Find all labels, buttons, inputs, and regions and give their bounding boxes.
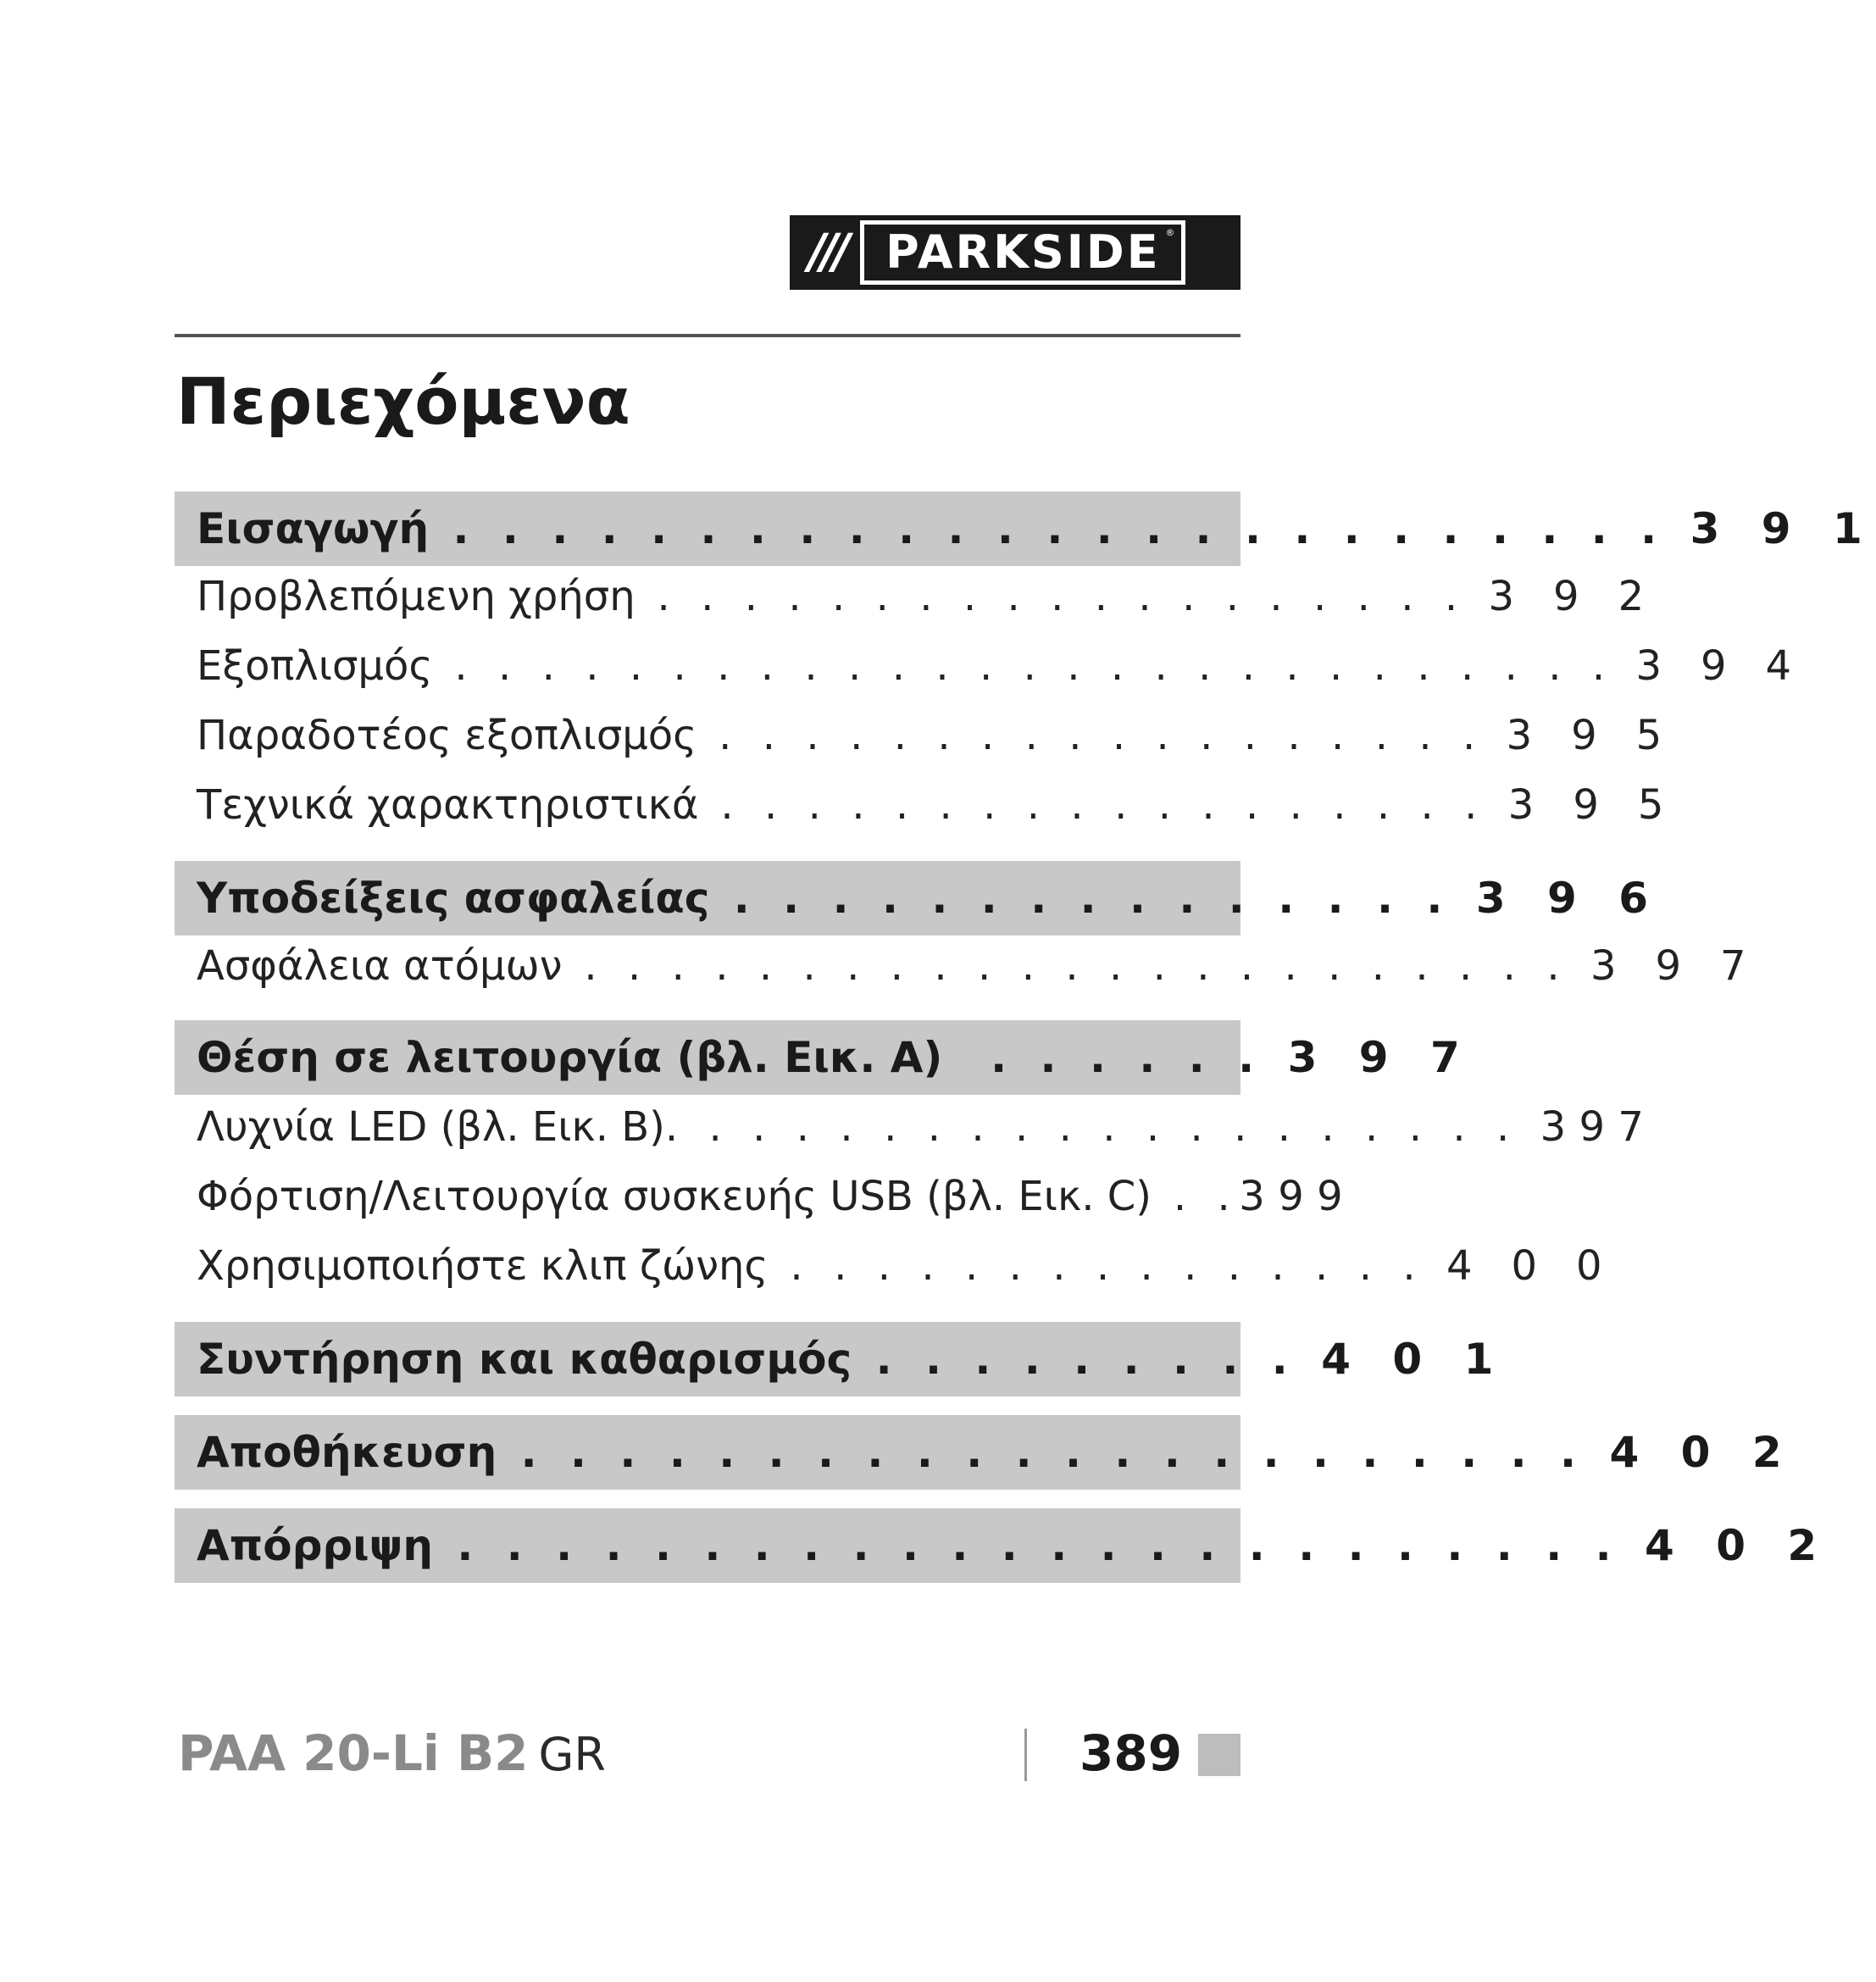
toc-section-storage[interactable] bbox=[175, 1415, 1796, 1490]
toc-leader-dots: . . bbox=[1152, 1173, 1240, 1220]
toc-section-commissioning[interactable] bbox=[175, 1020, 1474, 1095]
footer-square-marker bbox=[1198, 1734, 1240, 1776]
toc-item-scope-of-delivery[interactable] bbox=[175, 698, 1675, 773]
toc-entry-title: Προβλεπόμενη χρήση bbox=[197, 573, 636, 620]
toc-page-number: 4 0 1 bbox=[1321, 1335, 1507, 1384]
footer-language-code: GR bbox=[538, 1728, 606, 1781]
toc-leader-dots: . . . . . . . . . . . . . . . . . . . . . . . bbox=[562, 942, 1590, 990]
toc-page-number: 4 0 2 bbox=[1645, 1521, 1831, 1570]
toc-section-safety-notes[interactable] bbox=[175, 861, 1662, 935]
toc-item-led-lamp[interactable] bbox=[175, 1090, 1657, 1164]
logo-wordmark-box bbox=[860, 220, 1185, 285]
toc-entry-title: Απόρριψη bbox=[197, 1521, 433, 1570]
registered-mark: ® bbox=[1165, 227, 1175, 238]
toc-entry-title: Θέση σε λειτουργία (βλ. Εικ. A) bbox=[197, 1033, 943, 1082]
toc-item-intended-use[interactable] bbox=[175, 559, 1657, 634]
toc-page-number: 4 0 0 bbox=[1446, 1242, 1615, 1290]
toc-entry-title: Φόρτιση/Λειτουργία συσκευής USB (βλ. Εικ. C) bbox=[197, 1173, 1152, 1220]
toc-entry-title: Ασφάλεια ατόμων bbox=[197, 942, 563, 990]
toc-entry-title: Συντήρηση και καθαρισμός bbox=[197, 1335, 852, 1384]
toc-entry-title: Παραδοτέος εξοπλισμός bbox=[197, 712, 697, 759]
footer-model-name: PAA 20-Li B2 bbox=[178, 1724, 529, 1782]
toc-entry-title: Αποθήκευση bbox=[197, 1428, 497, 1477]
toc-leader-dots: . . . . . . . . . . . . . . . . . . . . bbox=[664, 1103, 1540, 1151]
page-title: Περιεχόμενα bbox=[176, 364, 630, 439]
toc-item-usb-charging[interactable] bbox=[175, 1159, 1356, 1234]
toc-leader-dots: . . . . . . . . . . . . . . . . . . . bbox=[635, 573, 1489, 620]
toc-leader-dots: . . . . . . . . . . . . . . . . . . . . . . . . . . . bbox=[432, 642, 1636, 690]
toc-leader-dots: . . . . . . . . . bbox=[852, 1335, 1322, 1384]
logo-slashes: /// bbox=[808, 225, 846, 280]
toc-page-number: 3 9 1 bbox=[1690, 504, 1876, 553]
toc-item-belt-clip[interactable] bbox=[175, 1229, 1615, 1303]
toc-page-number: 3 9 4 bbox=[1635, 642, 1805, 690]
toc-page-number: 3 9 5 bbox=[1507, 781, 1677, 829]
toc-leader-dots: . . . . . . . . . . . . . . . . . . . . . . . . bbox=[432, 1521, 1646, 1570]
logo-wordmark: PARKSIDE bbox=[885, 225, 1161, 279]
toc-section-disposal[interactable] bbox=[175, 1508, 1830, 1583]
toc-page-number: 399 bbox=[1239, 1173, 1356, 1220]
toc-page-number: 3 9 6 bbox=[1475, 874, 1662, 923]
footer-separator bbox=[1024, 1729, 1027, 1781]
toc-section-maintenance[interactable] bbox=[175, 1322, 1507, 1396]
footer-page-number: 389 bbox=[1080, 1724, 1183, 1782]
toc-leader-dots: . . . . . . . . . . . . . . . . . . bbox=[697, 712, 1507, 759]
toc-leader-dots: . . . . . . . . . . . . . . . bbox=[768, 1242, 1446, 1290]
toc-page-number: 4 0 2 bbox=[1609, 1428, 1796, 1477]
toc-entry-title: Εξοπλισμός bbox=[197, 642, 433, 690]
toc-page-number: 3 9 2 bbox=[1488, 573, 1657, 620]
toc-leader-dots: . . . . . . . . . . . . . . . bbox=[709, 874, 1476, 923]
parkside-logo bbox=[790, 215, 1240, 290]
toc-leader-dots: . . . . . . bbox=[942, 1033, 1288, 1082]
header-rule bbox=[175, 334, 1240, 337]
toc-entry-title: Υποδείξεις ασφαλείας bbox=[197, 874, 710, 923]
footer-model bbox=[178, 1724, 606, 1782]
toc-page-number: 397 bbox=[1540, 1103, 1657, 1151]
toc-page-number: 3 9 7 bbox=[1590, 942, 1759, 990]
toc-page-number: 3 9 5 bbox=[1506, 712, 1675, 759]
toc-item-personal-safety[interactable] bbox=[175, 929, 1759, 1003]
toc-leader-dots: . . . . . . . . . . . . . . . . . . . . . . bbox=[497, 1428, 1610, 1477]
toc-leader-dots: . . . . . . . . . . . . . . . . . . bbox=[698, 781, 1508, 829]
toc-item-equipment[interactable] bbox=[175, 629, 1804, 703]
toc-entry-title: Λυχνία LED (βλ. Εικ. B) bbox=[197, 1103, 665, 1151]
toc-leader-dots: . . . . . . . . . . . . . . . . . . . . . . . . . bbox=[429, 504, 1690, 553]
toc-page-number: 3 9 7 bbox=[1287, 1033, 1474, 1082]
toc-item-technical-data[interactable] bbox=[175, 768, 1677, 842]
toc-entry-title: Τεχνικά χαρακτηριστικά bbox=[197, 781, 699, 829]
toc-section-introduction[interactable] bbox=[175, 491, 1876, 566]
toc-entry-title: Εισαγωγή bbox=[197, 504, 430, 553]
toc-entry-title: Χρησιμοποιήστε κλιπ ζώνης bbox=[197, 1242, 769, 1290]
